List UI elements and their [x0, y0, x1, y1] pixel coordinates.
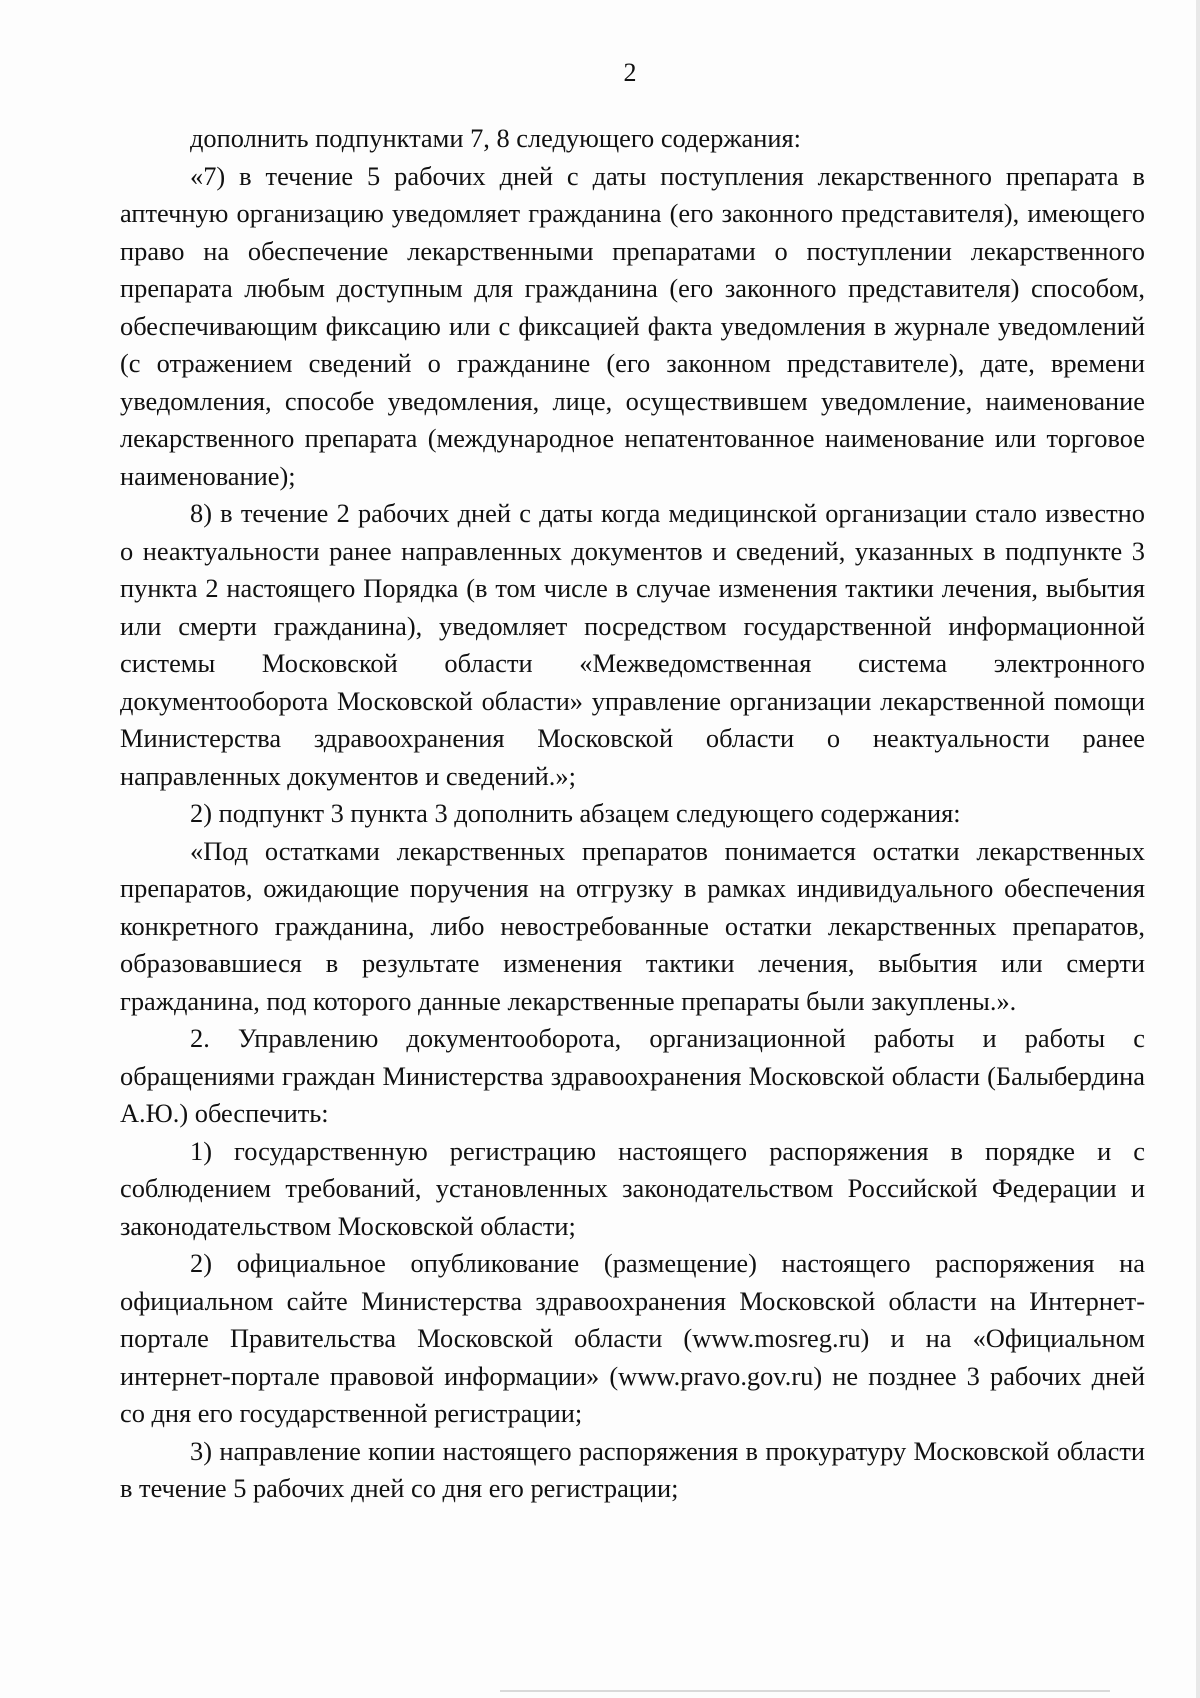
paragraph-prosecutor-copy: 3) направление копии настоящего распоряжения в прокуратуру Московской области в течение 5 рабочих дней со дня его регистрации;	[120, 1435, 1145, 1503]
paragraph-intro: дополнить подпунктами 7, 8 следующего содержания:	[190, 123, 801, 153]
scan-bottom-divider	[500, 1690, 1110, 1692]
paragraph-subitem-7: «7) в течение 5 рабочих дней с даты поступления лекарственного препарата в аптечную организацию уведомляет гражданина (его законного представителя), имеющего право на обеспечение лекарственными препаратами о поступлении лекарственного препарата любым доступным для гражданина (его законного представителя) способом, обеспечивающим фиксацию или с фиксацией факта уведомления в журнале уведомлений (с отражением сведений о гражданине (его законном представителе), дате, времени уведомления, способе уведомления, лице, осуществившем уведомление, наименование лекарственного препарата (международное непатентованное наименование или торговое наименование);	[120, 160, 1145, 491]
paragraph-residuals-definition: «Под остатками лекарственных препаратов понимается остатки лекарственных препаратов, ожидающие поручения на отгрузку в рамках индивидуального обеспечения конкретного гражданина, либо невостребованные остатки лекарственных препаратов, образовавшиеся в результате изменения тактики лечения, выбытия или смерти гражданина, под которого данные лекарственные препараты были закуплены.».	[120, 835, 1145, 1016]
paragraph-publication: 2) официальное опубликование (размещение) настоящего распоряжения на официальном сайте Министерства здравоохранения Московской области на Интернет-портале Правительства Московской области (www.mosreg.ru) и на «Официальном интернет-портале правовой информации» (www.pravo.gov.ru) не позднее 3 рабочих дней со дня его государственной регистрации;	[120, 1248, 1145, 1428]
paragraph-subitem-8: 8) в течение 2 рабочих дней с даты когда медицинской организации стало известно о неактуальности ранее направленных документов и сведений, указанных в подпункте 3 пункта 2 настоящего Порядка (в том числе в случае изменения тактики лечения, выбытия или смерти гражданина), уведомляет посредством государственной информационной системы Московской области «Межведомственная система электронного документооборота Московской области» управление организации лекарственной помощи Министерства здравоохранения Московской области о неактуальности ранее направленных документов и сведений.»;	[120, 498, 1145, 791]
paragraph-registration: 1) государственную регистрацию настоящего распоряжения в порядке и с соблюдением требований, установленных законодательством Российской Федерации и законодательством Московской области;	[120, 1135, 1145, 1241]
document-body	[120, 120, 1145, 1508]
scan-edge-divider	[1196, 0, 1200, 1698]
page-number: 2	[623, 58, 637, 87]
paragraph-item-2: 2) подпункт 3 пункта 3 дополнить абзацем следующего содержания:	[190, 798, 961, 828]
paragraph-section-2: 2. Управлению документооборота, организационной работы и работы с обращениями граждан Министерства здравоохранения Московской области (Балыбердина А.Ю.) обеспечить:	[120, 1023, 1145, 1128]
